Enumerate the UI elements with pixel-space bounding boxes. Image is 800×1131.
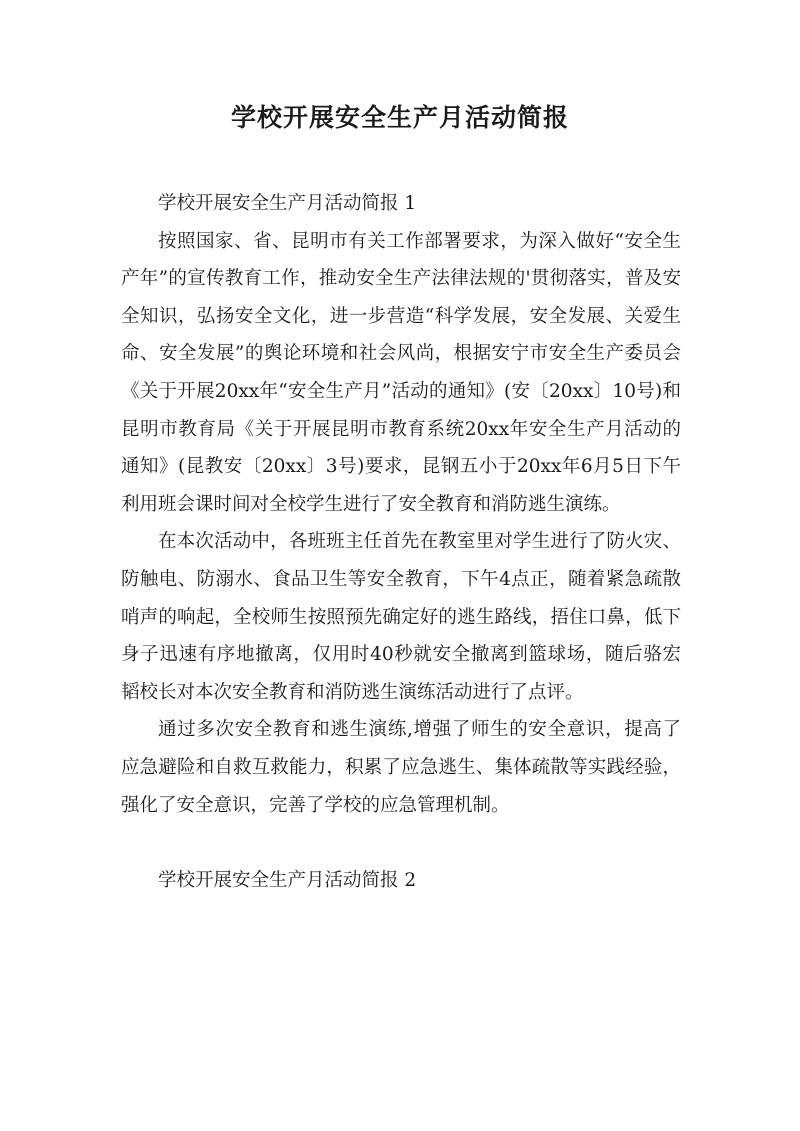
document-title: 学校开展安全生产月活动简报 <box>230 103 569 132</box>
document-body <box>121 185 681 899</box>
section-heading-1: 学校开展安全生产月活动简报 1 <box>158 193 417 214</box>
section-heading-2: 学校开展安全生产月活动简报 2 <box>158 869 417 891</box>
paragraph-spacer <box>121 824 681 862</box>
paragraph-2: 在本次活动中，各班班主任首先在教室里对学生进行了防火灾、防触电、防溺水、食品卫生等安全教育，下午4点正，随着紧急疏散哨声的响起，全校师生按照预先确定好的逃生路线，捂住口鼻，低下身子迅速有序地撤离，仅用时40秒就安全撤离到篮球场，随后骆宏韬校长对本次安全教育和消防逃生演练活动进行了点评。 <box>121 531 681 703</box>
paragraph-1: 按照国家、省、昆明市有关工作部署要求，为深入做好“安全生产年”的宣传教育工作，推动安全生产法律法规的'贯彻落实，普及安全知识，弘扬安全文化，进一步营造“科学发展，安全发展、关爱生命、安全发展”的舆论环境和社会风尚，根据安宁市安全生产委员会《关于开展20xx年“安全生产月”活动的通知》(安〔20xx〕10号)和昆明市教育局《关于开展昆明市教育系统20xx年安全生产月活动的通知》(昆教安〔20xx〕3号)要求，昆钢五小于20xx年6月5日下午利用班会课时间对全校学生进行了安全教育和消防逃生演练。 <box>121 230 681 515</box>
paragraph-3: 通过多次安全教育和逃生演练,增强了师生的安全意识，提高了应急避险和自救互救能力，积累了应急逃生、集体疏散等实践经验，强化了安全意识，完善了学校的应急管理机制。 <box>121 719 681 816</box>
